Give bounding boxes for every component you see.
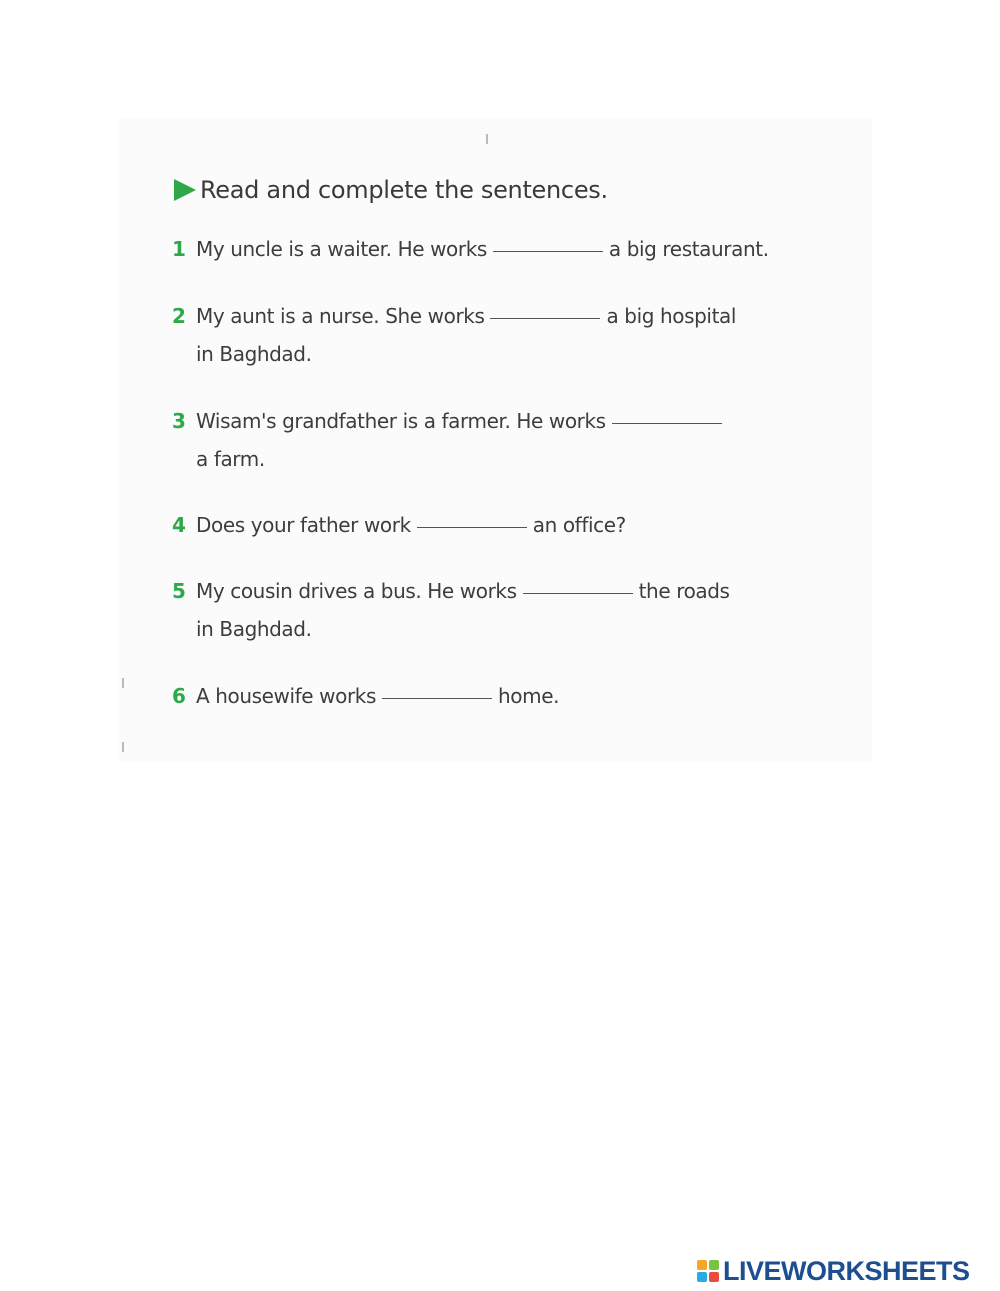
worksheet-scan [118,118,872,762]
sentence-5: 5 My cousin drives a bus. He works the roads in Baghdad. [172,579,730,641]
sentence-2: 2 My aunt is a nurse. She works a big hospital in Baghdad. [172,304,737,366]
answer-blank-3[interactable] [612,423,722,424]
scan-speck [486,134,488,144]
sentence-6: 6 A housewife works home. [172,684,560,708]
play-arrow-icon [174,179,196,201]
answer-blank-2[interactable] [490,318,600,319]
blocks-icon [697,1260,719,1282]
liveworksheets-logo [697,1257,970,1285]
sentence-1: 1 My uncle is a waiter. He works a big restaurant. [172,237,769,261]
answer-blank-4[interactable] [417,527,527,528]
answer-blank-1[interactable] [493,251,603,252]
scan-speck [122,678,124,688]
sentence-3: 3 Wisam's grandfather is a farmer. He works a farm. [172,402,728,478]
answer-blank-5[interactable] [523,593,633,594]
answer-blank-6[interactable] [382,698,492,699]
scan-speck [122,742,124,752]
brand-name: LIVEWORKSHEETS [723,1255,970,1286]
sentence-4: 4 Does your father work an office? [172,513,626,537]
worksheet-heading: Read and complete the sentences. [174,176,608,204]
